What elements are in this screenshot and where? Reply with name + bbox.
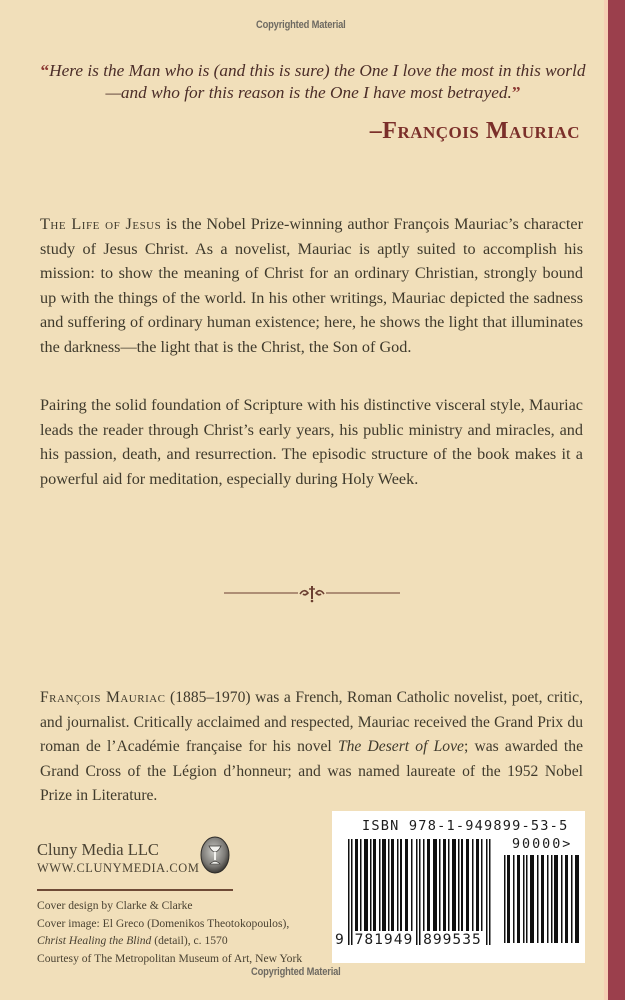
epigraph-quote (38, 60, 588, 104)
price-addon-bars (504, 855, 582, 943)
description-paragraph-2: Pairing the solid foundation of Scripture with his distinctive visceral style, Mauriac leads the reader through Christ’s early years, his public ministry and miracles, and his passion, death, and resurrection. The episodic structure of the book makes it a powerful aid for meditation, especially during Holy Week. (40, 396, 583, 488)
ean-digits: 9 781949 899535 (335, 931, 482, 948)
author-name: François Mauriac (40, 689, 166, 706)
courtesy-credit: Courtesy of The Metropolitan Museum of Art, New York (37, 951, 303, 965)
artwork-title: Christ Healing the Blind (37, 934, 152, 947)
close-quote-mark: ” (511, 83, 521, 102)
publisher-url: WWW.CLUNYMEDIA.COM (37, 861, 200, 875)
artwork-credit (37, 932, 302, 950)
chalice-medallion-icon (200, 836, 230, 874)
open-quote-mark: “ (40, 61, 50, 80)
quote-attribution: –François Mauriac (369, 118, 580, 144)
publisher-divider (37, 889, 233, 891)
ean-barcode-bars (348, 839, 492, 945)
isbn-label: ISBN 978-1-949899-53-5 (362, 818, 569, 834)
description-paragraph-1 (40, 212, 583, 359)
cover-credits (37, 897, 302, 967)
publisher-name: Cluny Media LLC (37, 840, 159, 859)
quote-text: Here is the Man who is (and this is sure) the One I love the most in this world—and who for this reason is the One I have most betrayed. (49, 61, 586, 102)
author-bio-text: (1885–1970) was a French, Roman Catholic novelist, poet, critic, and journalist. Critically acclaimed and respected, Mauriac received the Grand Prix du roman de l’Académie française for his novel (40, 689, 583, 755)
artwork-detail: (detail), c. 1570 (151, 934, 228, 947)
isbn-barcode (332, 811, 585, 963)
cover-image-credit: Cover image: El Greco (Domenikos Theotokopoulos), (37, 916, 290, 930)
book-title: The Life of Jesus (40, 215, 162, 233)
copyright-watermark-top: Copyrighted Material (256, 19, 346, 31)
copyright-watermark-bottom: Copyrighted Material (251, 966, 341, 978)
spine-strip (608, 0, 625, 1000)
description-paragraph-1-text: is the Nobel Prize-winning author François Mauriac’s character study of Jesus Christ. As a novelist, Mauriac is aptly suited to accomplish his mission: to show the meaning of Christ for an ordinary Christian, strongly bound up with the things of the world. In his other writings, Mauriac depicted the sadness and suffering of ordinary human existence; here, he shows the light that illuminates the darkness—the light that is the Christ, the Son of God. (40, 215, 584, 356)
novel-title: The Desert of Love (337, 738, 464, 755)
author-bio-text-end: ; was awarded the Grand Cross of the Légion d’honneur; and was named laureate of the 1952 Nobel Prize in Literature. (40, 738, 583, 804)
author-bio (40, 686, 583, 809)
fleuron-divider-icon (224, 583, 400, 603)
publisher-block (37, 840, 199, 876)
price-code: 90000> (512, 837, 573, 852)
cover-design-credit: Cover design by Clarke & Clarke (37, 899, 193, 912)
